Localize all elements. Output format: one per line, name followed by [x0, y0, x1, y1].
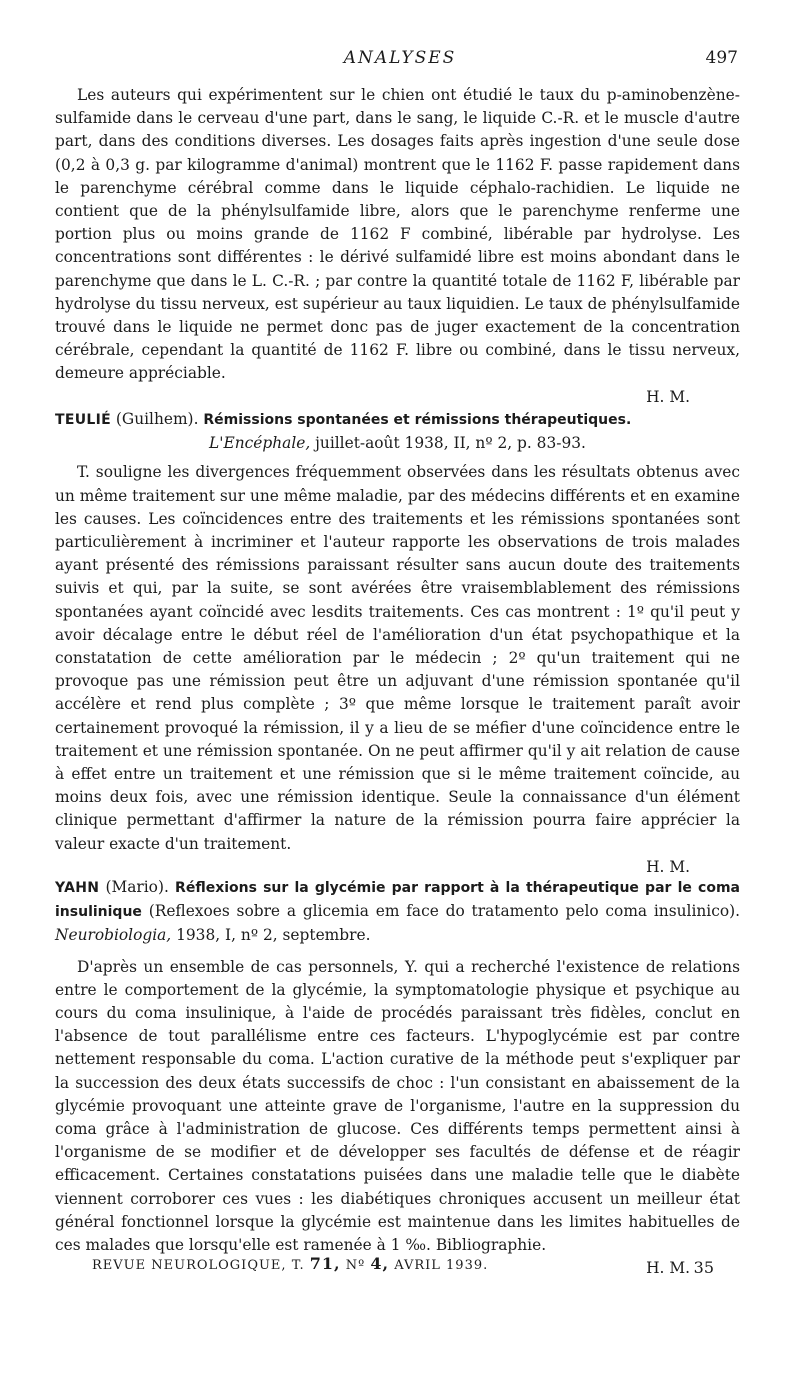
- article-signature: H. M.: [646, 857, 690, 876]
- article-title-translation: (Reflexoes sobre a glicemia em face do tratamento pelo coma insulinico).: [148, 902, 740, 921]
- sheet-number: 35: [693, 1258, 714, 1277]
- article-author-first: (Guilhem).: [115, 410, 199, 428]
- article-title: Rémissions spontanées et rémissions thérapeutiques.: [203, 412, 632, 428]
- article-author: TEULIÉ: [55, 412, 111, 428]
- article-body: D'après un ensemble de cas personnels, Y. qui a recherché l'existence de relations entre le comportement de la glycémie, la symptomatologie physique et psychique au cours du coma insulinique, à l'aide de procédés paraissant très fidèles, conclut en l'absence de tout parallélisme entre ces facteurs. L'hypoglycémie est par contre nettement responsable du coma. L'action curative de la méthode peut s'expliquer par la succession des deux états successifs de choc : l'un consistant en abaissement de la glycémie provoquant une atteinte grave de l'organisme, l'autre en la suppression du coma grâce à l'administration de glucose. Ces différents temps permettent ainsi à l'organisme de se modifier et de développer ses facultés de défense et de réagir efficacement. Certaines constatations puisées dans une maladie telle que le diabète viennent corroborer ces vues : les diabétiques chroniques accusent un meilleur état général fonctionnel lorsque la glycémie est maintenue dans les limites habituelles de ces malades que lorsqu'elle est ramenée à 1 ‰. Bibliographie.: [55, 957, 740, 1255]
- article-title: Réflexions sur la glycémie par rapport à la thérapeutique par le coma insulinique: [55, 880, 740, 921]
- journal-details: juillet-août 1938, II, nº 2, p. 83-93.: [315, 434, 586, 453]
- article-signature: H. M.: [646, 1259, 690, 1278]
- article-heading: [55, 408, 740, 455]
- article-author-first: (Mario).: [105, 878, 169, 896]
- footer-volume: 71,: [309, 1254, 341, 1273]
- intro-section: [55, 84, 740, 409]
- article-reference: [55, 432, 740, 455]
- article-author: YAHN: [55, 880, 100, 896]
- journal-name: Neurobiologia,: [55, 926, 172, 945]
- article-heading: [55, 876, 740, 948]
- footer-date: AVRIL 1939.: [394, 1258, 489, 1273]
- page-number: 497: [705, 48, 738, 68]
- journal-name: L'Encéphale,: [209, 434, 311, 453]
- footer-issue: 4,: [370, 1254, 390, 1273]
- article-body: T. souligne les divergences fréquemment observées dans les résultats obtenus avec un même traitement sur une même maladie, par des médecins différents et en examine les causes. Les coïncidences entre des traitements et les rémissions spontanées sont particulièrement à incriminer et l'auteur rapporte les observations de trois malades ayant présenté des rémissions paraissant résulter sans aucun doute des traitements suivis et qui, par la suite, se sont avérées être vraisemblablement des rémissions spontanées ayant coïncidé avec lesdits traitements. Ces cas montrent : 1º qu'il peut y avoir décalage entre le début réel de l'amélioration d'un état psychopathique et la constatation de cette amélioration par le médecin ; 2º qu'un traitement qui ne provoque pas une rémission peut être un adjuvant d'une rémission spontanée qu'il accélère et rend plus complète ; 3º que même lorsque le traitement paraît avoir certainement provoqué la rémission, il y a lieu de se méfier d'une coïncidence entre le traitement et une rémission spontanée. On ne peut affirmer qu'il y ait relation de cause à effet entre un traitement et une rémission que si le même traitement coïncide, au moins deux fois, avec une rémission identique. Seule la connaissance d'un élément clinique permettant d'affirmer la nature de la rémission pourra faire apprécier la valeur exacte d'un traitement.: [55, 463, 740, 853]
- intro-signature: H. M.: [646, 387, 690, 406]
- page-footer: [92, 1254, 488, 1273]
- article-yahn: [55, 876, 740, 1280]
- intro-paragraph: Les auteurs qui expérimentent sur le chien ont étudié le taux du p-aminobenzène-sulfamide dans le cerveau d'une part, dans le sang, le liquide C.-R. et le muscle d'autre part, dans des conditions diverses. Les dosages faits après ingestion d'une seule dose (0,2 à 0,3 g. par kilogramme d'animal) montrent que le 1162 F. passe rapidement dans le parenchyme cérébral comme dans le liquide céphalo-rachidien. Le liquide ne contient que de la phénylsulfamide libre, alors que le parenchyme renferme une portion plus ou moins grande de 1162 F combiné, libérable par hydrolyse. Les concentrations sont différentes : le dérivé sulfamidé libre est moins abondant dans le parenchyme que dans le L. C.-R. ; par contre la quantité totale de 1162 F, libérable par hydrolyse du tissu nerveux, est supérieur au taux liquidien. Le taux de phénylsulfamide trouvé dans le liquide ne permet donc pas de juger exactement de la concentration cérébrale, cependant la quantité de 1162 F. libre ou combiné, dans le tissu nerveux, demeure appréciable.: [55, 86, 740, 383]
- footer-journal: REVUE NEUROLOGIQUE, T.: [92, 1258, 305, 1273]
- article-teulie: [55, 408, 740, 879]
- running-header-title: ANALYSES: [343, 48, 457, 68]
- journal-details: 1938, I, nº 2, septembre.: [176, 926, 371, 945]
- footer-issue-label: Nº: [345, 1258, 366, 1273]
